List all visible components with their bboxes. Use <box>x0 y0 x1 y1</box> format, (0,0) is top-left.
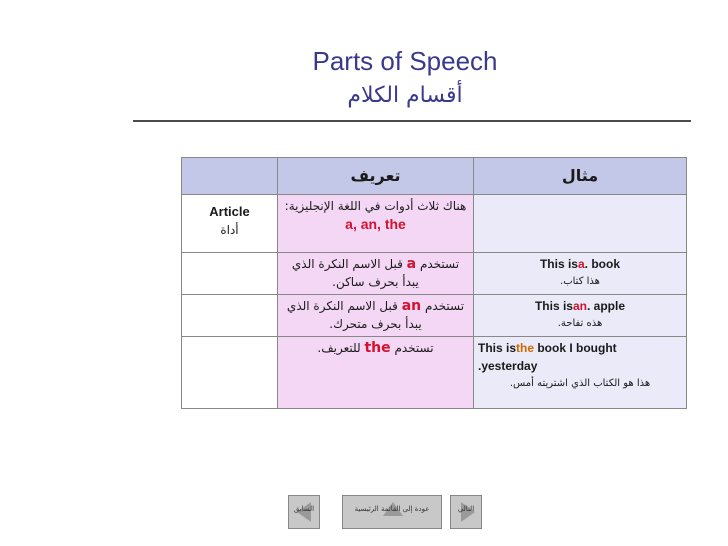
example-arabic: هذا كتاب. <box>560 276 600 287</box>
definition-cell <box>278 295 474 337</box>
example-english: This isthe book I bought <box>478 341 617 355</box>
term-cell <box>182 337 278 409</box>
article-highlight: an <box>401 298 422 314</box>
example-english: This isa. book <box>539 257 621 271</box>
definition-cell <box>278 253 474 295</box>
term-cell <box>182 295 278 337</box>
next-button[interactable] <box>450 495 482 529</box>
example-cell <box>474 337 687 409</box>
header-definition: تعريف <box>278 158 474 195</box>
term-cell <box>182 253 278 295</box>
title-divider <box>133 120 691 122</box>
slide-subtitle: أقسام الكلام <box>347 83 463 108</box>
definition-cell <box>278 337 474 409</box>
term-arabic: أداة <box>220 223 239 237</box>
slide-title: Parts of Speech <box>312 46 498 76</box>
term-cell <box>182 195 278 253</box>
definition-text: تستخدم the للتعريف. <box>317 340 434 356</box>
header-example: مثال <box>474 158 687 195</box>
article-highlight: the <box>364 340 391 356</box>
term-english: Article <box>209 204 250 219</box>
example-cell <box>474 253 687 295</box>
example-english: This isan. apple <box>534 299 626 313</box>
definition-text: تستخدم an قبل الاسم النكرة الذي يبدأ بحرف متحرك. <box>286 298 465 331</box>
articles-table <box>181 157 687 409</box>
previous-button[interactable] <box>288 495 320 529</box>
table-row <box>182 295 687 337</box>
definition-text: تستخدم a قبل الاسم النكرة الذي يبدأ بحرف ساكن. <box>291 256 460 289</box>
table-row <box>182 195 687 253</box>
example-english-line2: .yesterday <box>478 359 538 373</box>
next-label: التالي <box>457 505 475 513</box>
table-header-row <box>182 158 687 195</box>
previous-label: السابق <box>293 505 315 513</box>
article-highlight: a <box>406 256 417 272</box>
table-row <box>182 337 687 409</box>
table-row <box>182 253 687 295</box>
header-term-cell <box>182 158 278 195</box>
main-menu-label: عودة إلى القائمة الرئيسية <box>354 505 430 513</box>
example-cell <box>474 195 687 253</box>
definition-cell <box>278 195 474 253</box>
definition-text: هناك ثلاث أدوات في اللغة الإنجليزية: <box>284 199 467 213</box>
definition-articles: a, an, the <box>345 216 406 232</box>
example-arabic: هذا هو الكتاب الذي اشتريته أمس. <box>509 378 651 389</box>
main-menu-button[interactable] <box>342 495 442 529</box>
example-cell <box>474 295 687 337</box>
example-arabic: هذه تفاحة. <box>557 318 603 329</box>
